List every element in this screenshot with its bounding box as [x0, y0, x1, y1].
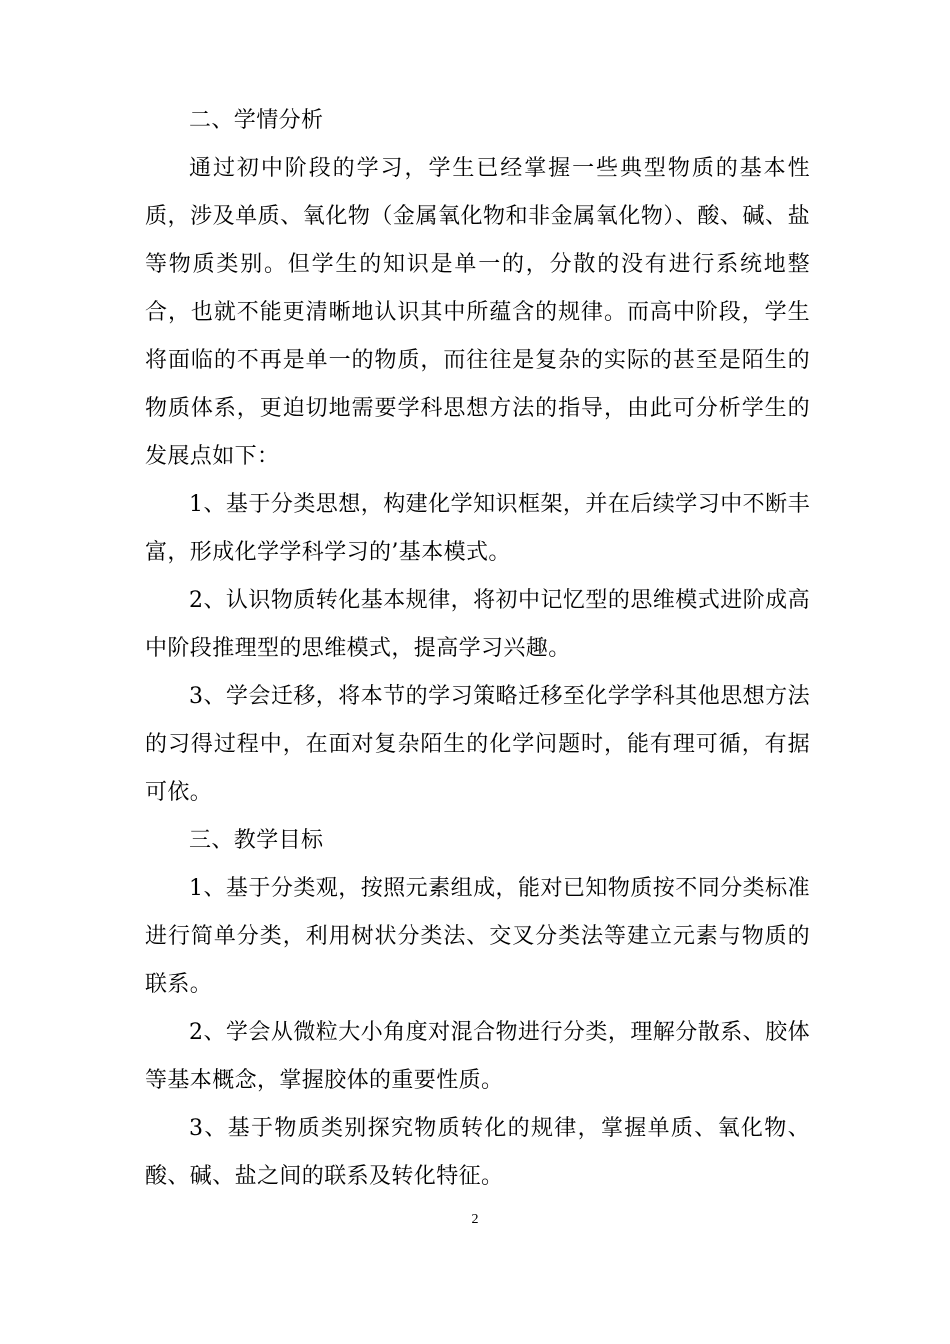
section-heading-teaching-goals: 三、教学目标: [189, 828, 324, 853]
paragraph-goal-1: 1、基于分类观，按照元素组成，能对已知物质按不同分类标准进行简单分类，利用树状分类法、交叉分类法等建立元素与物质的联系。: [145, 876, 810, 997]
section-heading-student-analysis: 二、学情分析: [189, 108, 324, 133]
page-number: 2: [471, 1212, 479, 1227]
paragraph-student-analysis: 通过初中阶段的学习，学生已经掌握一些典型物质的基本性质，涉及单质、氧化物（金属氧化物和非金属氧化物）、酸、碱、盐等物质类别。但学生的知识是单一的，分散的没有进行系统地整合，也就不能更清晰地认识其中所蕴含的规律。而高中阶段，学生将面临的不再是单一的物质，而往往是复杂的实际的甚至是陌生的物质体系，更迫切地需要学科思想方法的指导，由此可分析学生的发展点如下：: [145, 156, 810, 469]
paragraph-goal-3: 3、基于物质类别探究物质转化的规律，掌握单质、氧化物、酸、碱、盐之间的联系及转化特征。: [145, 1116, 810, 1189]
document-body: [145, 97, 810, 1201]
paragraph-development-point-1: 1、基于分类思想，构建化学知识框架，并在后续学习中不断丰富，形成化学学科学习的’基本模式。: [145, 492, 810, 565]
paragraph-development-point-3: 3、学会迁移，将本节的学习策略迁移至化学学科其他思想方法的习得过程中，在面对复杂陌生的化学问题时，能有理可循，有据可依。: [145, 684, 810, 805]
paragraph-development-point-2: 2、认识物质转化基本规律，将初中记忆型的思维模式进阶成高中阶段推理型的思维模式，提高学习兴趣。: [145, 588, 810, 661]
paragraph-goal-2: 2、学会从微粒大小角度对混合物进行分类，理解分散系、胶体等基本概念，掌握胶体的重要性质。: [145, 1020, 810, 1093]
